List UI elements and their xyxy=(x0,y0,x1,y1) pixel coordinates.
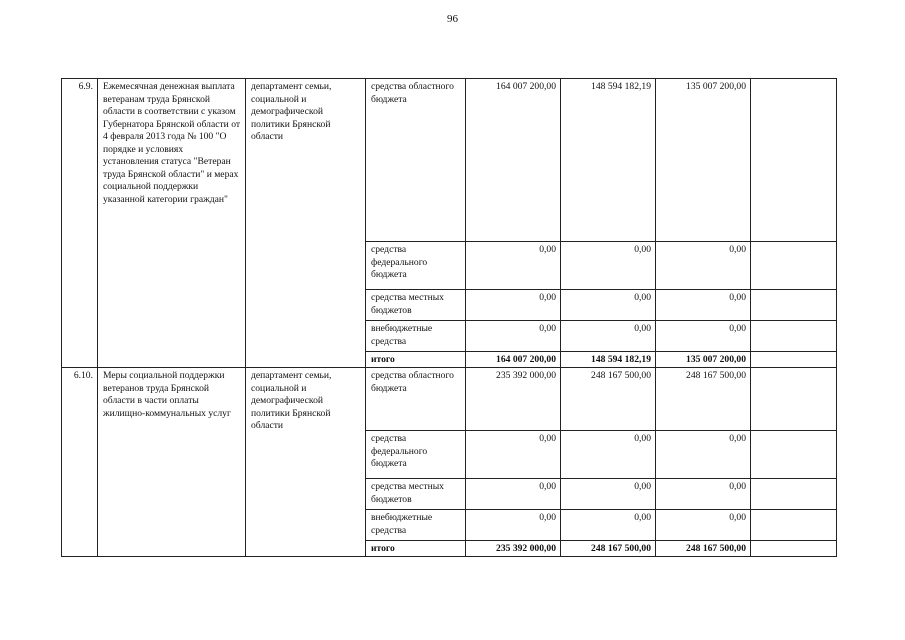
amount-3: 0,00 xyxy=(656,431,751,479)
executor: департамент семьи, социальной и демографической политики Брянской области xyxy=(246,79,366,368)
total-amount-3: 248 167 500,00 xyxy=(656,541,751,557)
extra-cell xyxy=(751,368,837,431)
amount-3: 0,00 xyxy=(656,479,751,510)
table-row xyxy=(62,79,837,242)
total-amount-1: 164 007 200,00 xyxy=(466,352,561,368)
total-amount-1: 235 392 000,00 xyxy=(466,541,561,557)
measure-title: Меры социальной поддержки ветеранов труда Брянской области в части оплаты жилищно-коммунальных услуг xyxy=(98,368,246,557)
extra-cell xyxy=(751,242,837,290)
row-index: 6.10. xyxy=(62,368,98,557)
funding-source: средства федерального бюджета xyxy=(366,431,466,479)
amount-1: 0,00 xyxy=(466,431,561,479)
amount-2: 0,00 xyxy=(561,479,656,510)
funding-source: средства местных бюджетов xyxy=(366,290,466,321)
extra-cell xyxy=(751,290,837,321)
extra-cell xyxy=(751,510,837,541)
amount-3: 248 167 500,00 xyxy=(656,368,751,431)
amount-1: 0,00 xyxy=(466,510,561,541)
total-amount-3: 135 007 200,00 xyxy=(656,352,751,368)
amount-2: 148 594 182,19 xyxy=(561,79,656,242)
amount-2: 0,00 xyxy=(561,290,656,321)
amount-3: 0,00 xyxy=(656,290,751,321)
table-row xyxy=(62,368,837,431)
amount-2: 0,00 xyxy=(561,242,656,290)
amount-1: 235 392 000,00 xyxy=(466,368,561,431)
amount-1: 0,00 xyxy=(466,242,561,290)
total-amount-2: 148 594 182,19 xyxy=(561,352,656,368)
extra-cell xyxy=(751,321,837,352)
amount-2: 0,00 xyxy=(561,321,656,352)
amount-1: 0,00 xyxy=(466,290,561,321)
total-label: итого xyxy=(366,541,466,557)
row-index: 6.9. xyxy=(62,79,98,368)
total-label: итого xyxy=(366,352,466,368)
extra-cell xyxy=(751,541,837,557)
amount-3: 0,00 xyxy=(656,321,751,352)
amount-3: 0,00 xyxy=(656,510,751,541)
extra-cell xyxy=(751,479,837,510)
funding-source: внебюджетные средства xyxy=(366,321,466,352)
funding-source: средства местных бюджетов xyxy=(366,479,466,510)
executor: департамент семьи, социальной и демографической политики Брянской области xyxy=(246,368,366,557)
funding-source: средства областного бюджета xyxy=(366,79,466,242)
extra-cell xyxy=(751,79,837,242)
amount-1: 0,00 xyxy=(466,321,561,352)
extra-cell xyxy=(751,352,837,368)
funding-source: средства областного бюджета xyxy=(366,368,466,431)
amount-3: 0,00 xyxy=(656,242,751,290)
amount-2: 0,00 xyxy=(561,510,656,541)
page-number: 96 xyxy=(447,13,458,25)
amount-3: 135 007 200,00 xyxy=(656,79,751,242)
funding-source: внебюджетные средства xyxy=(366,510,466,541)
total-amount-2: 248 167 500,00 xyxy=(561,541,656,557)
extra-cell xyxy=(751,431,837,479)
amount-2: 248 167 500,00 xyxy=(561,368,656,431)
amount-2: 0,00 xyxy=(561,431,656,479)
measure-title: Ежемесячная денежная выплата ветеранам труда Брянской области в соответствии с указом Губернатора Брянской области от 4 февраля 2013 года № 100 "О порядке и условиях установления статуса "Ветеран труда Брянской области" и мерах социальной поддержки указанной категории граждан" xyxy=(98,79,246,368)
amount-1: 0,00 xyxy=(466,479,561,510)
amount-1: 164 007 200,00 xyxy=(466,79,561,242)
funding-source: средства федерального бюджета xyxy=(366,242,466,290)
budget-table xyxy=(61,78,837,557)
